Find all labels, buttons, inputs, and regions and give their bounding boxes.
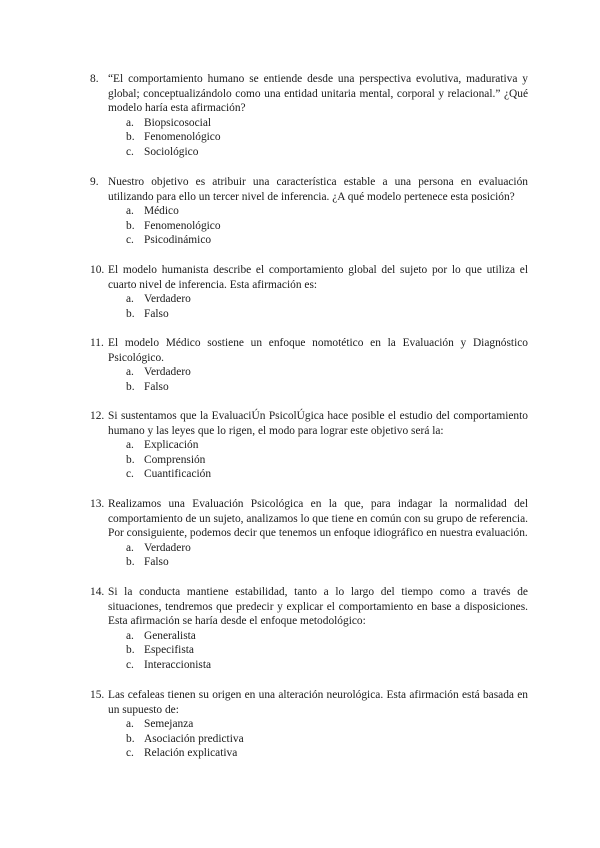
option-text: Psicodinámico xyxy=(144,234,212,247)
option-b xyxy=(90,643,528,658)
option-letter: a. xyxy=(126,629,134,642)
option-c xyxy=(90,658,528,673)
question-text: El modelo humanista describe el comportamiento global del sujeto por lo que utiliza el cuarto nivel de inferencia. Esta afirmación es: xyxy=(108,264,528,291)
option-text: Biopsicosocial xyxy=(144,116,212,129)
option-letter: a. xyxy=(126,116,134,129)
option-text: Especifista xyxy=(144,644,194,657)
option-text: Falso xyxy=(144,307,169,320)
option-text: Generalista xyxy=(144,629,196,642)
option-a xyxy=(90,629,528,644)
question-number: 8. xyxy=(90,73,99,85)
question-text: Si sustentamos que la EvaluaciÚn PsicolÚgica hace posible el estudio del comportamiento humano y las leyes que lo rigen, el modo para lograr este objetivo será la: xyxy=(108,410,528,437)
option-text: Semejanza xyxy=(144,718,194,731)
option-letter: a. xyxy=(126,439,134,452)
options-list xyxy=(90,204,528,248)
option-text: Médico xyxy=(144,205,179,218)
question-12 xyxy=(90,409,528,482)
question-number: 15. xyxy=(90,689,105,701)
option-c xyxy=(90,746,528,761)
question-text: Las cefaleas tienen su origen en una alteración neurológica. Esta afirmación está basada en un supuesto de: xyxy=(108,689,528,716)
options-list xyxy=(90,717,528,761)
option-text: Fenomenológico xyxy=(144,219,221,232)
option-letter: c. xyxy=(126,468,134,481)
option-letter: b. xyxy=(126,219,135,232)
option-b xyxy=(90,130,528,145)
question-10 xyxy=(90,263,528,321)
question-number: 10. xyxy=(90,264,105,276)
options-list xyxy=(90,365,528,394)
option-letter: b. xyxy=(126,453,135,466)
option-text: Fenomenológico xyxy=(144,131,221,144)
option-letter: c. xyxy=(126,747,134,760)
question-text: Realizamos una Evaluación Psicológica en la que, para indagar la normalidad del comportamiento de un sujeto, analizamos lo que tiene en común con su grupo de referencia. Por consiguiente, podemos decir que tenemos un enfoque idiográfico en nuestra evaluación. xyxy=(108,498,528,540)
option-text: Explicación xyxy=(144,439,199,452)
option-letter: b. xyxy=(126,556,135,569)
question-number: 14. xyxy=(90,586,105,598)
question-11 xyxy=(90,336,528,394)
option-letter: a. xyxy=(126,205,134,218)
option-letter: c. xyxy=(126,658,134,671)
option-letter: a. xyxy=(126,718,134,731)
option-text: Sociológico xyxy=(144,145,199,158)
question-text: El modelo Médico sostiene un enfoque nomotético en la Evaluación y Diagnóstico Psicológico. xyxy=(108,337,528,364)
options-list xyxy=(90,438,528,482)
options-list xyxy=(90,629,528,673)
question-text: “El comportamiento humano se entiende desde una perspectiva evolutiva, madurativa y global; conceptualizándolo como una entidad unitaria mental, corporal y relacional.” ¿Qué modelo haría esta afirmación? xyxy=(108,73,528,115)
question-number: 9. xyxy=(90,176,99,188)
question-number: 11. xyxy=(90,337,104,349)
question-number: 12. xyxy=(90,410,105,422)
option-text: Comprensión xyxy=(144,453,206,466)
option-letter: a. xyxy=(126,366,134,379)
option-letter: c. xyxy=(126,145,134,158)
option-b xyxy=(90,453,528,468)
question-8 xyxy=(90,72,528,160)
option-letter: b. xyxy=(126,307,135,320)
option-letter: b. xyxy=(126,732,135,745)
option-text: Falso xyxy=(144,380,169,393)
option-a xyxy=(90,365,528,380)
option-text: Cuantificación xyxy=(144,468,212,481)
option-text: Asociación predictiva xyxy=(144,732,244,745)
question-text: Si la conducta mantiene estabilidad, tanto a lo largo del tiempo como a través de situaciones, tendremos que predecir y explicar el comportamiento en base a disposiciones. Esta afirmación se haría desde el enfoque metodológico: xyxy=(108,586,528,628)
option-letter: a. xyxy=(126,293,134,306)
option-letter: b. xyxy=(126,380,135,393)
option-a xyxy=(90,541,528,556)
option-text: Falso xyxy=(144,556,169,569)
option-letter: b. xyxy=(126,131,135,144)
question-number: 13. xyxy=(90,498,105,510)
option-b xyxy=(90,732,528,747)
option-a xyxy=(90,717,528,732)
option-b xyxy=(90,380,528,395)
option-b xyxy=(90,219,528,234)
option-c xyxy=(90,145,528,160)
options-list xyxy=(90,292,528,321)
option-text: Verdadero xyxy=(144,366,191,379)
option-text: Verdadero xyxy=(144,541,191,554)
question-9 xyxy=(90,175,528,248)
question-14 xyxy=(90,585,528,673)
option-letter: c. xyxy=(126,234,134,247)
option-a xyxy=(90,438,528,453)
options-list xyxy=(90,116,528,160)
option-text: Verdadero xyxy=(144,293,191,306)
option-a xyxy=(90,116,528,131)
option-b xyxy=(90,307,528,322)
question-15 xyxy=(90,688,528,761)
option-a xyxy=(90,204,528,219)
question-13 xyxy=(90,497,528,570)
option-c xyxy=(90,233,528,248)
options-list xyxy=(90,541,528,570)
option-letter: a. xyxy=(126,541,134,554)
option-a xyxy=(90,292,528,307)
option-letter: b. xyxy=(126,644,135,657)
question-text: Nuestro objetivo es atribuir una característica estable a una persona en evaluación utilizando para ello un tercer nivel de inferencia. ¿A qué modelo pertenece esta posición? xyxy=(108,176,528,203)
option-text: Interaccionista xyxy=(144,658,212,671)
option-text: Relación explicativa xyxy=(144,747,238,760)
option-c xyxy=(90,467,528,482)
option-b xyxy=(90,555,528,570)
